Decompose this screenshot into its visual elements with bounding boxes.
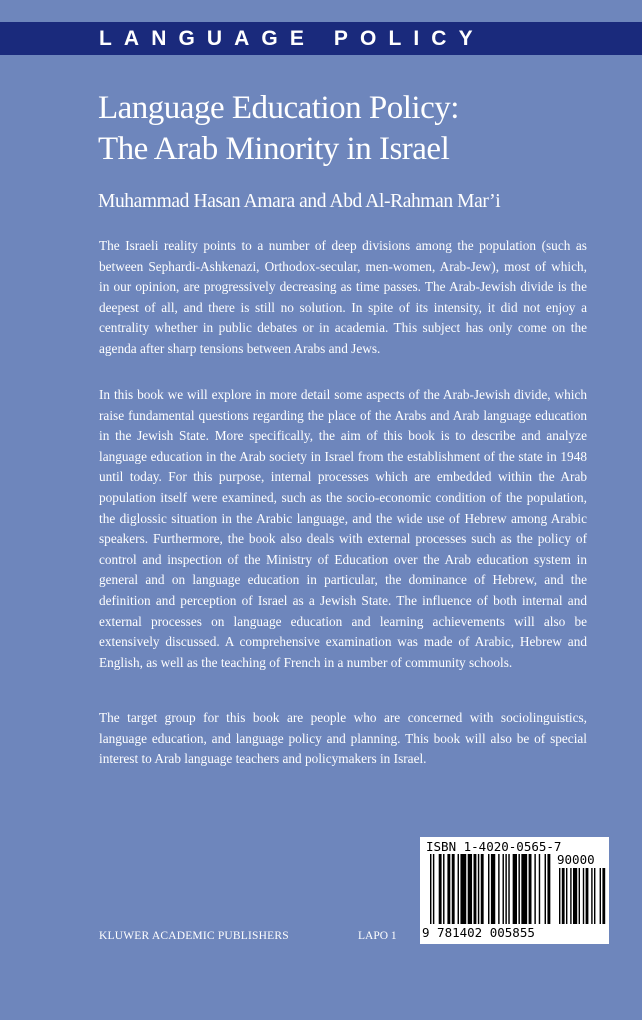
barcode-addon-digits: 90000 — [557, 852, 595, 867]
book-title — [98, 88, 618, 170]
barcode-bars-icon — [422, 854, 607, 926]
ean-digits: 9 781402 005855 — [422, 925, 535, 940]
blurb-paragraph-2: In this book we will explore in more detail some aspects of the Arab-Jewish divide, which raise fundamental questions regarding the place of the Arabs and Arab language education in the Jewish State. More specifically, the aim of this book is to describe and analyze language education in the Arab society in Israel from the establishment of the state in 1948 until today. For this purpose, internal processes which are embedded within the Arab population itself were examined, such as the socio-economic condition of the population, the diglossic situation in the Arabic language, and the wide use of Hebrew among Arabic speakers. Furthermore, the book also deals with external processes such as the policy of control and inspection of the Ministry of Education over the Arab education system in general and on language education in particular, the dominance of Hebrew, and the definition and perception of Israel as a Jewish State. The influence of both internal and external processes on language education and learning achievements will also be extensively discussed. A comprehensive examination was made of Arabic, Hebrew and English, as well as the teaching of French in a number of community schools. — [99, 387, 587, 670]
book-title-line-2: The Arab Minority in Israel — [98, 131, 450, 167]
blurb-paragraph-3: The target group for this book are people who are concerned with sociolinguistics, language education, and language policy and planning. This book will also be of special interest to Arab language teachers and policymakers in Israel. — [99, 710, 587, 767]
isbn-barcode — [420, 837, 609, 944]
series-code: LAPO 1 — [358, 930, 397, 942]
series-banner — [0, 22, 642, 55]
isbn-label: ISBN 1-4020-0565-7 — [426, 839, 562, 854]
blurb-paragraph-1: The Israeli reality points to a number of deep divisions among the population (such as between Sephardi-Ashkenazi, Orthodox-secular, men-women, Arab-Jew), most of which, in our opinion, are progressively decreasing as time passes. The Arab-Jewish divide is the deepest of all, and there is still no solution. In spite of its intensity, it did not enjoy a centrality whether in public debates or in academia. This subject has only come on the agenda after sharp tensions between Arabs and Jews. — [99, 238, 587, 356]
book-title-line-1: Language Education Policy: — [98, 90, 459, 126]
series-name: LANGUAGE POLICY — [99, 27, 485, 50]
publisher-name: KLUWER ACADEMIC PUBLISHERS — [99, 930, 289, 942]
book-authors: Muhammad Hasan Amara and Abd Al-Rahman Mar’i — [98, 191, 501, 212]
